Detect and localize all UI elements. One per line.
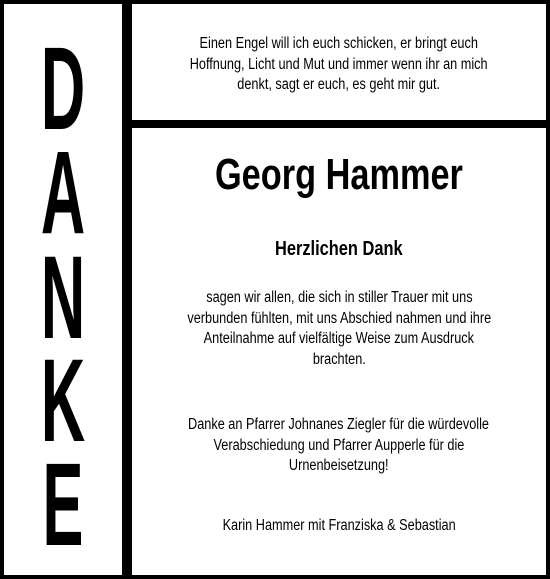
paragraph-1-line-1: sagen wir allen, die sich in stiller Trauer mit uns — [205, 289, 473, 306]
quote-line-3: denkt, sagt er euch, es geht mir gut. — [237, 76, 441, 93]
deceased-name — [132, 148, 546, 202]
quote-line-2: Hoffnung, Licht und Mut und immer wenn ihr an mich — [190, 55, 488, 73]
thanks-heading — [132, 236, 546, 262]
quote-text — [132, 34, 546, 96]
signature-text: Karin Hammer mit Franziska & Sebastian — [222, 517, 456, 534]
paragraph-2-line-1: Danke an Pfarrer Johnanes Ziegler für die würdevolle — [188, 416, 490, 433]
thanks-paragraph-1 — [132, 288, 546, 370]
quote-line-1: Einen Engel will ich euch schicken, er bringt euch — [199, 35, 479, 52]
paragraph-1-line-4: brachten. — [312, 350, 366, 368]
thanks-heading-text: Herzlichen Dank — [275, 238, 403, 260]
paragraph-2-line-3: Urnenbeisetzung! — [289, 457, 389, 474]
paragraph-1-line-3: Anteilnahme auf vielfältige Weise zum Ausdruck — [203, 330, 475, 347]
danke-letter-e: E — [42, 439, 84, 571]
danke-letter-d: D — [40, 23, 86, 155]
thanks-paragraph-2 — [132, 415, 546, 477]
danke-letter-a: A — [40, 127, 86, 259]
danke-letter-n: N — [40, 232, 86, 364]
danke-letter-k: K — [40, 335, 86, 467]
paragraph-1-line-2: verbunden fühlten, mit uns Abschied nahmen und ihre — [187, 309, 491, 327]
danke-letter-stack — [4, 4, 122, 575]
signature — [132, 516, 546, 537]
quote-panel — [132, 4, 546, 120]
danke-side-panel — [4, 4, 122, 575]
paragraph-2-line-2: Verabschiedung und Pfarrer Aupperle für die — [213, 436, 465, 454]
deceased-name-text: Georg Hammer — [215, 150, 463, 199]
thanks-panel — [132, 128, 546, 575]
